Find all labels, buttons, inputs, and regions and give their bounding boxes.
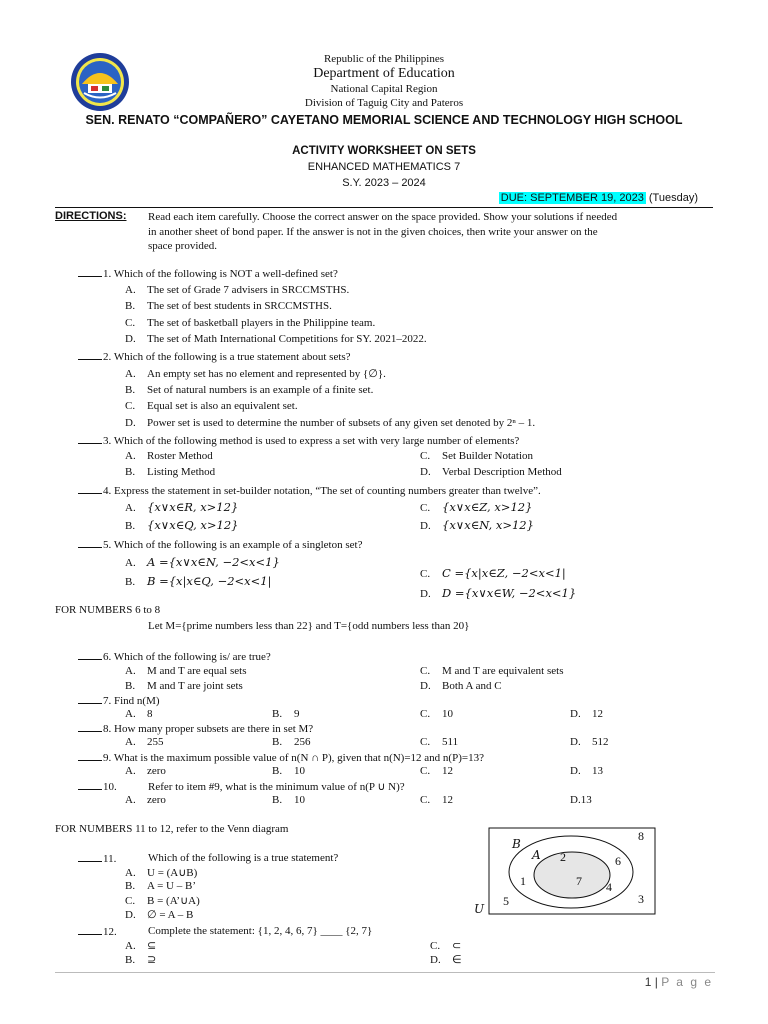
venn-diagram (472, 826, 660, 918)
question-9: 9. What is the maximum possible value of n(N ∩ P), given that n(N)=12 and n(P)=13? (78, 751, 484, 764)
q1-option-c: C. The set of basketball players in the Philippine team. (125, 317, 376, 329)
question-text: Which of the following method is used to express a set with very large number of elements? (113, 435, 520, 447)
venn-number: 4 (606, 880, 612, 894)
footer-divider (55, 972, 715, 973)
q4-option-b: B. {x∨x∈Q, x>12} (125, 518, 239, 532)
q12-option-b: B. ⊇ (125, 954, 157, 966)
q7-option-c: C. 10 (420, 708, 453, 720)
q5-option-b: B. B ={x|x∈Q, −2<x<1| (125, 574, 272, 588)
group-let-statement: Let M={prime numbers less than 22} and T={odd numbers less than 20} (148, 620, 470, 632)
q9-option-d: D. 13 (570, 765, 603, 777)
venn-label-b: B (512, 837, 521, 851)
school-year-label: S.Y. 2023 – 2024 (342, 177, 426, 189)
question-2: 2. Which of the following is a true statement about sets? (78, 350, 351, 363)
page-number: 1 | P a g e (644, 975, 713, 989)
question-3: 3. Which of the following method is used to express a set with very large number of elements? (78, 434, 519, 447)
q10-option-d: D.13 (570, 794, 592, 806)
answer-blank[interactable] (78, 722, 102, 732)
q3-option-a: A. Roster Method (125, 450, 213, 462)
q8-option-a: A. 255 (125, 736, 164, 748)
venn-label-a: A (532, 848, 541, 862)
q4-option-d: D. {x∨x∈N, x>12} (420, 518, 534, 532)
question-11: 11. (78, 852, 116, 865)
q11-option-c: C. B = (A’∪A) (125, 895, 200, 907)
due-date-highlight: DUE: SEPTEMBER 19, 2023 (500, 192, 644, 204)
q2-option-d: D. Power set is used to determine the number of subsets of any given set denoted by 2ⁿ – 1. (125, 417, 536, 429)
q11-option-d: D. ∅ = A – B (125, 909, 194, 921)
q9-option-c: C. 12 (420, 765, 453, 777)
venn-number: 8 (638, 829, 644, 843)
group-heading-6-8: FOR NUMBERS 6 to 8 (55, 604, 161, 616)
question-12: 12. (78, 925, 117, 938)
question-10-text: Refer to item #9, what is the minimum value of n(P ∪ N)? (148, 781, 405, 793)
q2-option-a: A. An empty set has no element and represented by {∅}. (125, 368, 386, 380)
directions-label: DIRECTIONS: (55, 210, 127, 222)
answer-blank[interactable] (78, 350, 102, 360)
subject-label: ENHANCED MATHEMATICS 7 (307, 161, 461, 173)
q7-option-d: D. 12 (570, 708, 603, 720)
directions-text (148, 210, 617, 254)
q11-option-b: B. A = U – B’ (125, 880, 196, 892)
q1-option-b: B. The set of best students in SRCCMSTHS. (125, 300, 332, 312)
q12-option-c: C. ⊂ (430, 940, 462, 952)
region-label: National Capital Region (330, 83, 438, 95)
answer-blank[interactable] (78, 650, 102, 660)
q9-option-b: B. 10 (272, 765, 305, 777)
q10-option-c: C. 12 (420, 794, 453, 806)
question-text: How many proper subsets are there in set M? (114, 723, 314, 735)
question-10: 10. (78, 780, 117, 793)
republic-label: Republic of the Philippines (323, 53, 445, 65)
question-6: 6. Which of the following is/ are true? (78, 650, 271, 663)
question-text: Which of the following is NOT a well-defined set? (113, 268, 338, 280)
question-text: What is the maximum possible value of n(N ∩ P), given that n(N)=12 and n(P)=13? (113, 752, 484, 764)
q8-option-b: B. 256 (272, 736, 311, 748)
due-date (499, 192, 698, 204)
q3-option-d: D. Verbal Description Method (420, 466, 562, 478)
q2-option-b: B. Set of natural numbers is an example of a finite set. (125, 384, 374, 396)
q2-option-c: C. Equal set is also an equivalent set. (125, 400, 298, 412)
q1-option-d: D. The set of Math International Competitions for SY. 2021–2022. (125, 333, 427, 345)
question-1 (78, 267, 338, 280)
q6-option-d: D. Both A and C (420, 680, 502, 692)
venn-number: 6 (615, 854, 621, 868)
question-text: Which of the following is/ are true? (113, 651, 271, 663)
q3-option-b: B. Listing Method (125, 466, 216, 478)
due-day: (Tuesday) (648, 192, 698, 204)
q7-option-b: B. 9 (272, 708, 300, 720)
q1-option-a: A. The set of Grade 7 advisers in SRCCMSTHS. (125, 284, 350, 296)
answer-blank[interactable] (78, 484, 102, 494)
venn-number: 2 (560, 850, 566, 864)
header-divider (55, 207, 713, 208)
worksheet-title: ACTIVITY WORKSHEET ON SETS (292, 145, 476, 157)
venn-number: 7 (576, 874, 582, 888)
venn-number: 3 (638, 892, 644, 906)
question-8: 8. How many proper subsets are there in set M? (78, 722, 313, 735)
q12-option-d: D. ∈ (430, 954, 462, 966)
question-5: 5. Which of the following is an example of a singleton set? (78, 538, 362, 551)
q6-option-b: B. M and T are joint sets (125, 680, 243, 692)
q5-option-d: D. D ={x∨x∈W, −2<x<1} (420, 586, 577, 600)
answer-blank[interactable] (78, 267, 102, 277)
venn-label-u: U (474, 902, 485, 916)
q5-option-c: C. C ={x|x∈Z, −2<x<1| (420, 566, 566, 580)
question-11-text: Which of the following is a true statement? (148, 852, 339, 864)
q5-option-a: A. A ={x∨x∈N, −2<x<1} (125, 555, 280, 569)
directions-line: in another sheet of bond paper. If the answer is not in the given choices, then write your answer on the (148, 225, 598, 238)
answer-blank[interactable] (78, 852, 102, 862)
question-text: Express the statement in set-builder notation, “The set of counting numbers greater than twelve”. (114, 485, 541, 497)
q9-option-a: A. zero (125, 765, 166, 777)
department-label: Department of Education (313, 66, 455, 81)
question-number: 1. (103, 268, 112, 280)
directions-line: space provided. (148, 240, 218, 252)
answer-blank[interactable] (78, 538, 102, 548)
q11-option-a: A. U = (A∪B) (125, 867, 198, 879)
question-text: Which of the following is an example of a singleton set? (113, 539, 363, 551)
answer-blank[interactable] (78, 780, 102, 790)
q3-option-c: C. Set Builder Notation (420, 450, 534, 462)
q12-option-a: A. ⊆ (125, 940, 157, 952)
q6-option-a: A. M and T are equal sets (125, 665, 247, 677)
division-label: Division of Taguig City and Pateros (304, 97, 464, 109)
answer-blank[interactable] (78, 751, 102, 761)
group-heading-11-12: FOR NUMBERS 11 to 12, refer to the Venn diagram (55, 823, 289, 835)
question-4: 4. Express the statement in set-builder notation, “The set of counting numbers greater than twelve”. (78, 484, 541, 497)
q10-option-b: B. 10 (272, 794, 305, 806)
venn-number: 1 (520, 874, 526, 888)
answer-blank[interactable] (78, 694, 102, 704)
q8-option-c: C. 511 (420, 736, 459, 748)
q6-option-c: C. M and T are equivalent sets (420, 665, 564, 677)
venn-number: 5 (503, 894, 509, 908)
question-12-text: Complete the statement: {1, 2, 4, 6, 7} ____ {2, 7} (148, 925, 373, 937)
question-text: Find n(M) (114, 695, 160, 707)
q4-option-a: A. {x∨x∈R, x>12} (125, 500, 239, 514)
directions-line: Read each item carefully. Choose the correct answer on the space provided. Show your solutions if needed (148, 211, 618, 223)
answer-blank[interactable] (78, 434, 102, 444)
q4-option-c: C. {x∨x∈Z, x>12} (420, 500, 533, 514)
q8-option-d: D. 512 (570, 736, 609, 748)
answer-blank[interactable] (78, 925, 102, 935)
school-name: SEN. RENATO “COMPAÑERO” CAYETANO MEMORIAL SCIENCE AND TECHNOLOGY HIGH SCHOOL (85, 113, 683, 127)
q10-option-a: A. zero (125, 794, 166, 806)
q7-option-a: A. 8 (125, 708, 153, 720)
question-text: Which of the following is a true statement about sets? (113, 351, 351, 363)
question-7: 7. Find n(M) (78, 694, 160, 707)
